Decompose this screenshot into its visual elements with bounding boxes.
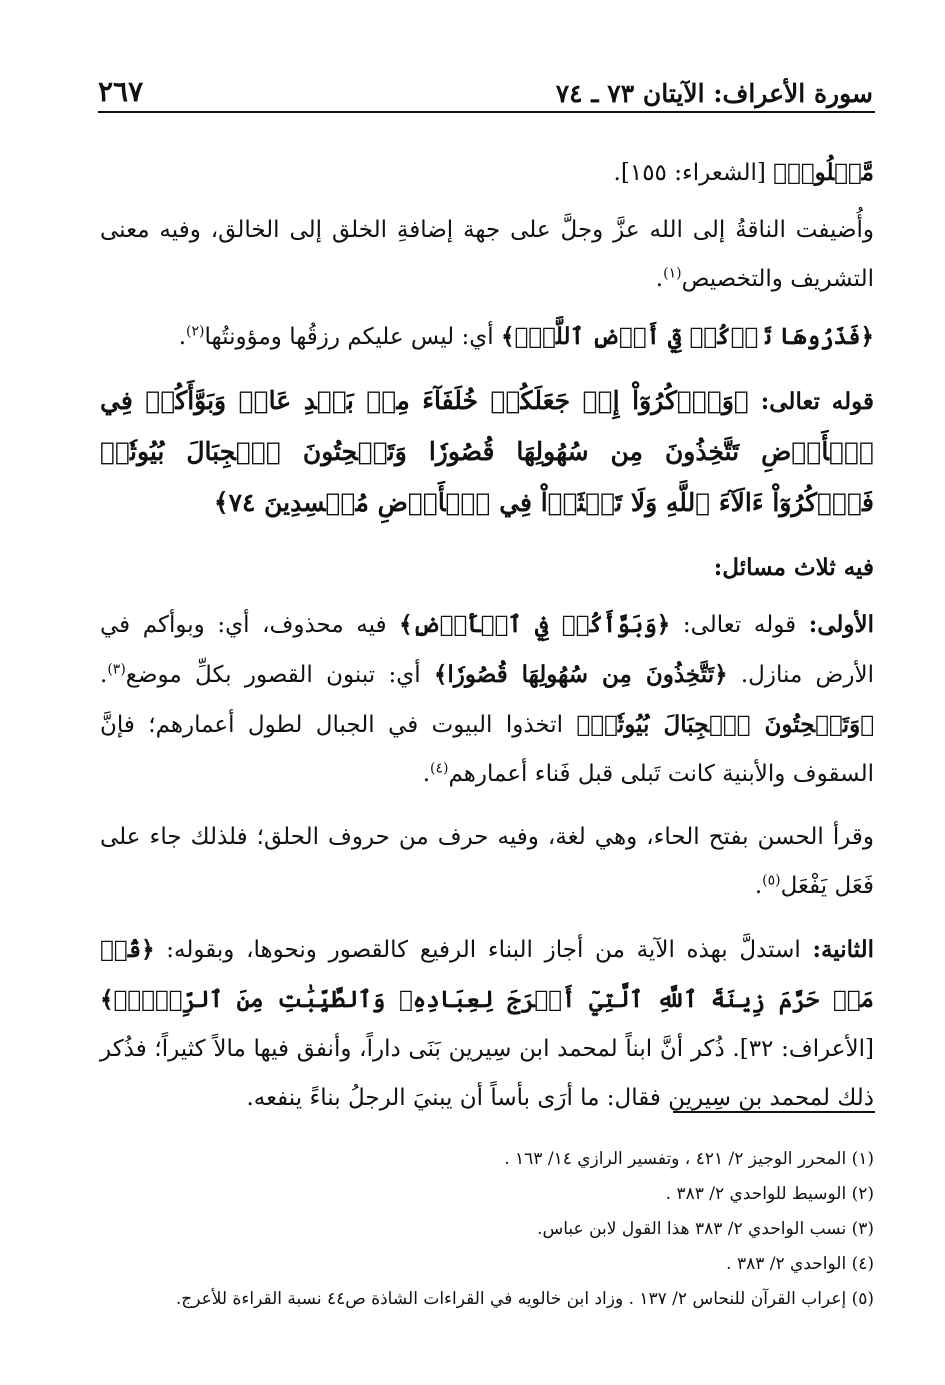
- footnotes: [100, 1142, 874, 1317]
- footnote-rule: [673, 1111, 875, 1113]
- punctuation: .: [422, 761, 431, 787]
- quran-verse: ﴿وَٱذۡكُرُوٓاْ إِذۡ جَعَلَكُمۡ خُلَفَآءَ مِنۢ بَعۡدِ عَادٖ وَبَوَّأَكُمۡ فِي ٱلۡأَرۡضِ تَتَّخِذُونَ مِن سُهُولِهَا قُصُورٗا وَتَنۡحِتُونَ ٱلۡجِبَالَ بُيُوتٗاۖ فَٱذۡكُرُوٓاْ ءَالَآءَ ٱللَّهِ وَلَا تَعۡثَوۡاْ فِي ٱلۡأَرۡضِ مُفۡسِدِينَ ٧٤﴾: [100, 386, 874, 517]
- footnote-marker: (٣): [107, 661, 126, 678]
- quran-quote: ﴿وَتَنۡحِتُونَ ٱلۡجِبَالَ بُيُوتٗاۖ﴾: [576, 711, 875, 738]
- page-header: [98, 68, 873, 108]
- paragraph-reading: [100, 813, 874, 911]
- page-number: ٢٦٧: [98, 75, 144, 108]
- paragraph-camel-attribution: [100, 206, 874, 304]
- running-title: سورة الأعراف: الآيتان ٧٣ ـ ٧٤: [555, 79, 873, 108]
- footnote-4: (٤) الواحدي ٢/ ٣٨٣ .: [726, 1254, 874, 1274]
- paragraph-verse-continuation: [100, 148, 874, 198]
- verse-intro: قوله تعالى:: [748, 388, 874, 415]
- main-text: [100, 148, 874, 1131]
- section-heading: فيه ثلاث مسائل:: [713, 554, 874, 581]
- paragraph-text: وقرأ الحسن بفتح الحاء، وهي لغة، وفيه حرف من حروف الحلق؛ فلذلك جاء على فَعَل يَفْعَل: [100, 824, 874, 899]
- paragraph-verse-74: [100, 376, 874, 529]
- paragraph-first-issue: [100, 600, 874, 799]
- paragraph-second-issue: [100, 925, 874, 1123]
- header-rule: [98, 111, 875, 113]
- footnote-2: (٢) الوسيط للواحدي ٢/ ٣٨٣ .: [665, 1184, 874, 1204]
- footnote-marker: (٢): [186, 323, 205, 340]
- footnote-5: (٥) إعراب القرآن للنحاس ٢/ ١٣٧ . وزاد ابن خالويه في القراءات الشاذة ص٤٤ نسبة القراءة للأعرج.: [175, 1289, 874, 1309]
- paragraph-text: اتخذوا البيوت في الجبال لطول أعمارهم؛ فإنَّ السقوف والأبنية كانت تَبلى قبل فَناء أعمارهم: [100, 712, 874, 787]
- footnote-3: (٣) نسب الواحدي ٢/ ٣٨٣ هذا القول لابن عباس.: [537, 1219, 874, 1239]
- quran-quote: مَّعۡلُومٖ﴾: [773, 159, 874, 186]
- punctuation: .: [100, 662, 108, 688]
- paragraph-text: [الأعراف: ٣٢]. ذُكر أنَّ ابناً لمحمد ابن سِيرين بَنَى داراً، وأنفق فيها مالاً كثيراً؛ فذُكر ذلك لمحمد بن سِيرين فقال: ما أرَى بأساً أن يبنيَ الرجلُ بناءً ينفعه.: [100, 1036, 875, 1111]
- citation: [الشعراء: ١٥٥].: [613, 160, 774, 186]
- paragraph-text: قوله تعالى:: [670, 612, 809, 638]
- punctuation: .: [655, 266, 664, 292]
- quran-quote: ﴿قُلۡ مَنۡ حَرَّمَ زِينَةَ ٱللَّهِ ٱلَّتِيٓ أَخۡرَجَ لِعِبَادِهِۦ وَٱلطَّيِّبَٰتِ مِنَ ٱلرِّزۡقِۚ﴾: [100, 936, 874, 1013]
- paragraph-text: أي: ليس عليكم رزقُها ومؤونتُها: [204, 324, 501, 350]
- footnote-marker: (٤): [430, 760, 449, 777]
- footnote-marker: (١): [663, 265, 682, 282]
- paragraph-leave-her: [100, 312, 874, 362]
- issue-label: الأولى:: [808, 611, 874, 638]
- punctuation: .: [178, 324, 187, 350]
- punctuation: .: [754, 873, 763, 899]
- quran-quote: ﴿فَذَرُوهَا تَأۡكُلۡ فِيٓ أَرۡضِ ٱللَّهِۖ﴾: [500, 323, 874, 350]
- quran-quote: ﴿تَتَّخِذُونَ مِن سُهُولِهَا قُصُورٗا﴾: [433, 661, 728, 688]
- paragraph-text: استدلَّ بهذه الآية من أجاز البناء الرفيع كالقصور ونحوها، وبقوله:: [154, 937, 813, 963]
- paragraph-text: أي: تبنون القصور بكلِّ موضع: [125, 662, 434, 688]
- paragraph-text: وأُضيفت الناقةُ إلى الله عزَّ وجلَّ على جهة إضافةِ الخلق إلى الخالق، وفيه معنى التشريف والتخصيص: [100, 217, 874, 292]
- quran-quote: ﴿وَبَوَّأَكُمۡ فِي ٱلۡأَرۡضِ﴾: [399, 611, 671, 638]
- footnote-1: (١) المحرر الوجيز ٢/ ٤٢١ ، وتفسير الرازي ١٤/ ١٦٣ .: [504, 1149, 874, 1169]
- paragraph-text: فيه محذوف، أي: وبوأكم في الأرض منازل.: [100, 612, 874, 688]
- footnote-marker: (٥): [762, 872, 781, 889]
- issue-label: الثانية:: [812, 936, 874, 963]
